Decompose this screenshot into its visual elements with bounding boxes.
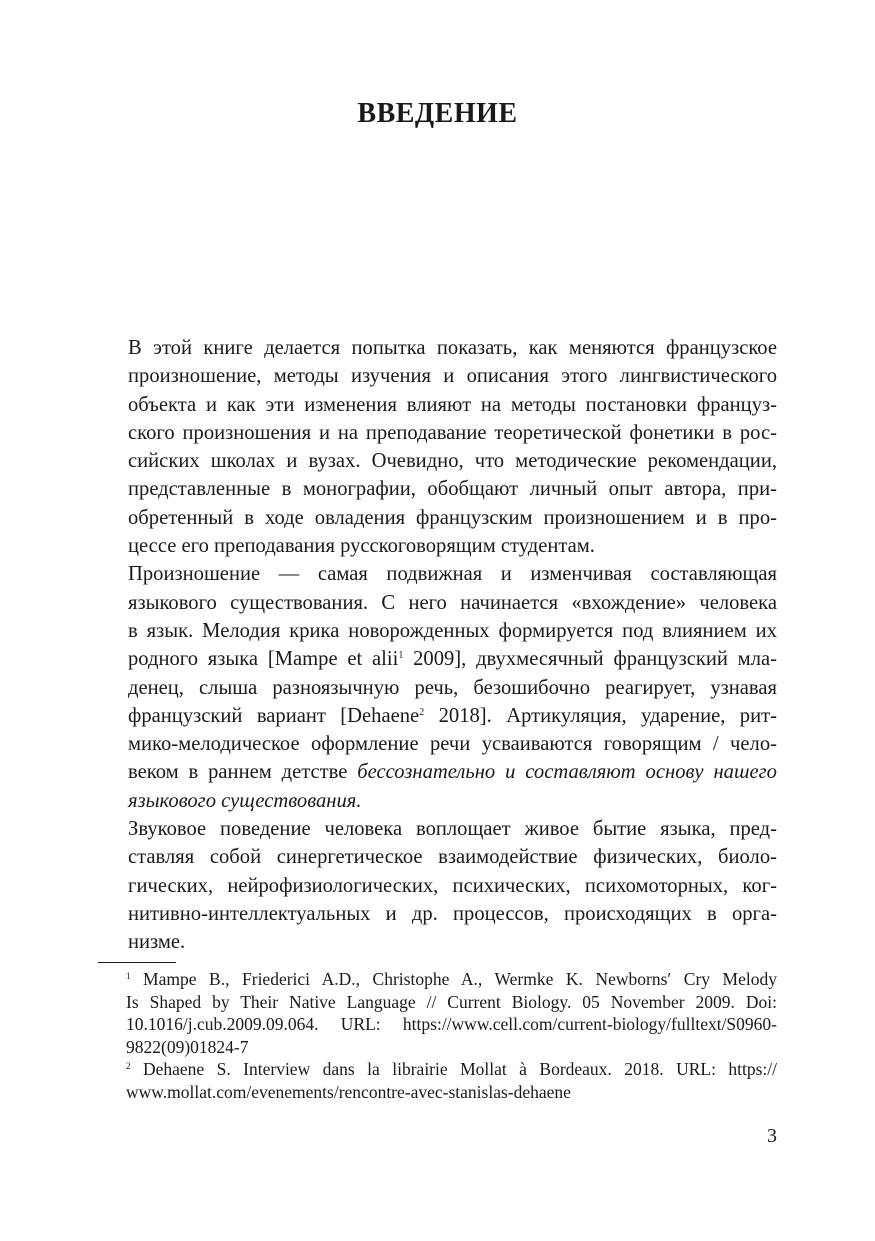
footnote-line[interactable]: 9822(09)01824-7 <box>126 1036 249 1057</box>
footnote-line[interactable]: www.mollat.com/evenements/rencontre-avec-stanislas-dehaene <box>126 1081 571 1102</box>
p1-line: объекта и как эти изменения влияют на методы постановки француз- <box>128 393 777 416</box>
main-text <box>98 334 777 957</box>
page-number: 3 <box>767 1125 777 1147</box>
paragraph-2 <box>98 560 777 815</box>
footnote-line <box>98 1058 777 1081</box>
footnote-ref-2[interactable]: 2 <box>419 706 425 718</box>
p1-line: В этой книге делается попытка показать, как меняются французское <box>128 337 777 359</box>
text: французский вариант [Dehaene <box>128 704 420 727</box>
text: веком в раннем детстве <box>128 761 358 784</box>
p3-line: Звуковое поведение человека воплощает живое бытие языка, пред- <box>128 818 777 841</box>
footnote-line: Is Shaped by Their Native Language // Current Biology. 05 November 2009. Doi: <box>126 991 777 1012</box>
p2-line <box>98 645 777 673</box>
p2-line: Произношение — самая подвижная и изменчивая составляющая <box>128 563 777 586</box>
footnote-line <box>98 968 777 991</box>
p1-line: произношение, методы изучения и описания этого лингвистического <box>128 365 777 388</box>
italic-text: бессознательно и составляют основу нашего <box>357 761 777 784</box>
p1-line: представленные в монографии, обобщают личный опыт автора, при- <box>128 478 777 501</box>
footnote-line[interactable]: 10.1016/j.cub.2009.09.064. URL: https://www.cell.com/current-biology/fulltext/S0960- <box>126 1014 777 1035</box>
p3-line: нитивно-интеллектуальных и др. процессов, происходящих в орга- <box>128 902 777 925</box>
text: 2018]. Артикуляция, ударение, рит- <box>424 704 777 727</box>
italic-text: языкового существования. <box>128 789 362 812</box>
p2-line: денец, слыша разноязычную речь, безошибочно реагирует, узнавая <box>128 676 777 699</box>
p2-line <box>98 787 777 815</box>
p1-line: ского произношения и на преподавание теоретической фонетики в рос- <box>128 421 777 444</box>
paragraph-1 <box>98 334 777 560</box>
footnote-ref-1[interactable]: 1 <box>398 650 404 662</box>
p2-line: мико-мелодическое оформление речи усваиваются говорящим / чело- <box>128 733 777 756</box>
footnote-mark: 1 <box>126 971 131 981</box>
text: 2009], двухмесячный французский мла- <box>403 648 777 671</box>
footnotes <box>98 968 777 1104</box>
paragraph-3 <box>98 815 777 956</box>
text: родного языка [Mampe et alii <box>128 648 399 671</box>
footnote-mark: 2 <box>126 1061 131 1072</box>
p2-line: языкового существования. С него начинается «вхождение» человека <box>128 591 777 614</box>
p2-line <box>98 758 777 786</box>
footnote-divider <box>98 962 176 963</box>
chapter-title: ВВЕДЕНИЕ <box>357 98 518 129</box>
p2-line: в язык. Мелодия крика новорожденных формируется под влиянием их <box>128 619 777 642</box>
p1-line: сийских школах и вузах. Очевидно, что методические рекомендации, <box>128 450 777 473</box>
p1-line: обретенный в ходе овладения французским произношением и в про- <box>128 506 777 529</box>
p3-line: низме. <box>128 931 186 954</box>
p3-line: ставляя собой синергетическое взаимодействие физических, биоло- <box>128 846 777 869</box>
text: Dehaene S. Interview dans la librairie Mollat à Bordeaux. 2018. URL: https:// <box>142 1059 777 1080</box>
p2-line <box>98 702 777 730</box>
p1-line: цессе его преподавания русскоговорящим студентам. <box>128 535 595 558</box>
p3-line: гических, нейрофизиологических, психических, психомоторных, ког- <box>128 874 777 897</box>
text: Mampe B., Friederici A.D., Christophe A., Wermke K. Newborns′ Cry Melody <box>143 969 777 989</box>
footnote-1 <box>98 968 777 1058</box>
footnote-2 <box>98 1058 777 1103</box>
